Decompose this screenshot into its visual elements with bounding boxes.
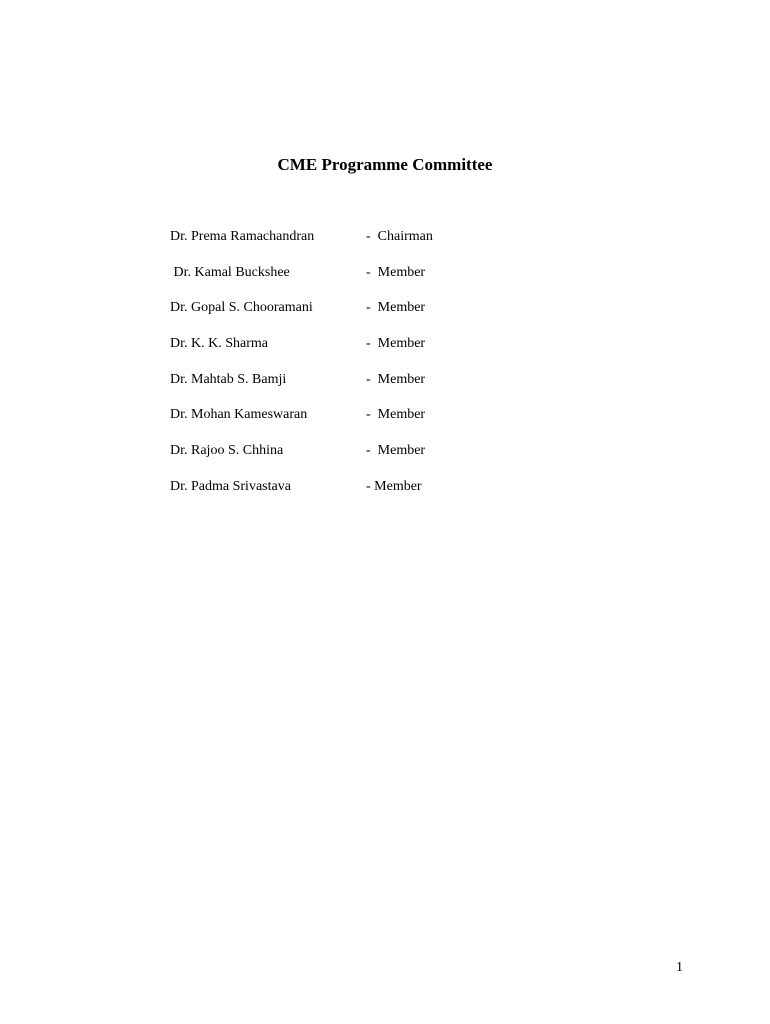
member-name: Dr. Mohan Kameswaran (170, 407, 308, 423)
list-item (170, 298, 590, 334)
page-title: CME Programme Committee (277, 155, 493, 174)
member-role: - Member (366, 300, 426, 316)
page-number: 1 (676, 960, 683, 975)
list-item (170, 405, 590, 441)
list-item (170, 227, 590, 263)
member-name: Dr. Mahtab S. Bamji (170, 371, 287, 387)
committee-list (170, 227, 590, 513)
member-role: - Member (366, 336, 426, 352)
member-role: - Chairman (366, 229, 433, 244)
member-role: - Member (366, 371, 426, 387)
list-item (170, 263, 590, 299)
member-role: - Member (366, 264, 426, 280)
member-role: - Member (366, 407, 426, 423)
member-name: Dr. Prema Ramachandran (170, 229, 315, 244)
member-name: Dr. Rajoo S. Chhina (170, 443, 284, 459)
member-role: - Member (366, 443, 426, 459)
member-name: Dr. Kamal Buckshee (170, 264, 290, 280)
member-name: Dr. Padma Srivastava (170, 478, 291, 494)
list-item (170, 477, 590, 513)
list-item (170, 370, 590, 406)
member-name: Dr. Gopal S. Chooramani (170, 300, 313, 316)
member-role: - Member (366, 478, 422, 494)
list-item (170, 441, 590, 477)
member-name: Dr. K. K. Sharma (170, 336, 268, 352)
list-item (170, 334, 590, 370)
